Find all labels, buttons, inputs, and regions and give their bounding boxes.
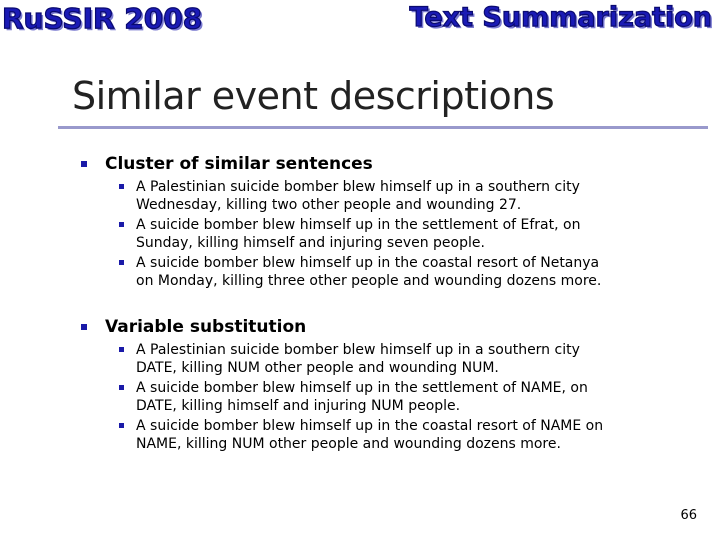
item-line: Sunday, killing himself and injuring seven people.: [136, 235, 485, 251]
section-heading: Variable substitution: [105, 317, 307, 337]
item-line: Wednesday, killing two other people and wounding 27.: [136, 197, 522, 213]
section-heading: Cluster of similar sentences: [105, 154, 373, 174]
list-item: [136, 254, 656, 290]
item-bullet: [119, 423, 124, 428]
item-bullet: [119, 222, 124, 227]
page-number: 66: [680, 508, 697, 523]
item-line: on Monday, killing three other people and wounding dozens more.: [136, 273, 602, 289]
item-line: DATE, killing himself and injuring NUM people.: [136, 398, 461, 414]
item-line: A suicide bomber blew himself up in the coastal resort of Netanya: [136, 255, 600, 271]
russir-logo: RuSSIR 2008: [2, 2, 203, 35]
list-item: [136, 216, 656, 252]
list-item: [136, 417, 656, 453]
item-line: A Palestinian suicide bomber blew himself up in a southern city: [136, 179, 580, 195]
item-bullet: [119, 385, 124, 390]
item-line: A suicide bomber blew himself up in the coastal resort of NAME on: [136, 418, 604, 434]
item-line: A suicide bomber blew himself up in the settlement of Efrat, on: [136, 217, 581, 233]
list-item: [136, 341, 656, 377]
list-item: [136, 178, 656, 214]
slide-title: Similar event descriptions: [72, 74, 555, 118]
item-line: A suicide bomber blew himself up in the settlement of NAME, on: [136, 380, 588, 396]
item-line: NAME, killing NUM other people and wounding dozens more.: [136, 436, 561, 452]
item-line: A Palestinian suicide bomber blew himself up in a southern city: [136, 342, 580, 358]
section-bullet: [81, 324, 87, 330]
section-bullet: [81, 161, 87, 167]
item-bullet: [119, 184, 124, 189]
list-item: [136, 379, 656, 415]
item-line: DATE, killing NUM other people and wounding NUM.: [136, 360, 499, 376]
item-bullet: [119, 347, 124, 352]
text-summarization-logo: Text Summarization: [409, 2, 712, 33]
item-bullet: [119, 260, 124, 265]
